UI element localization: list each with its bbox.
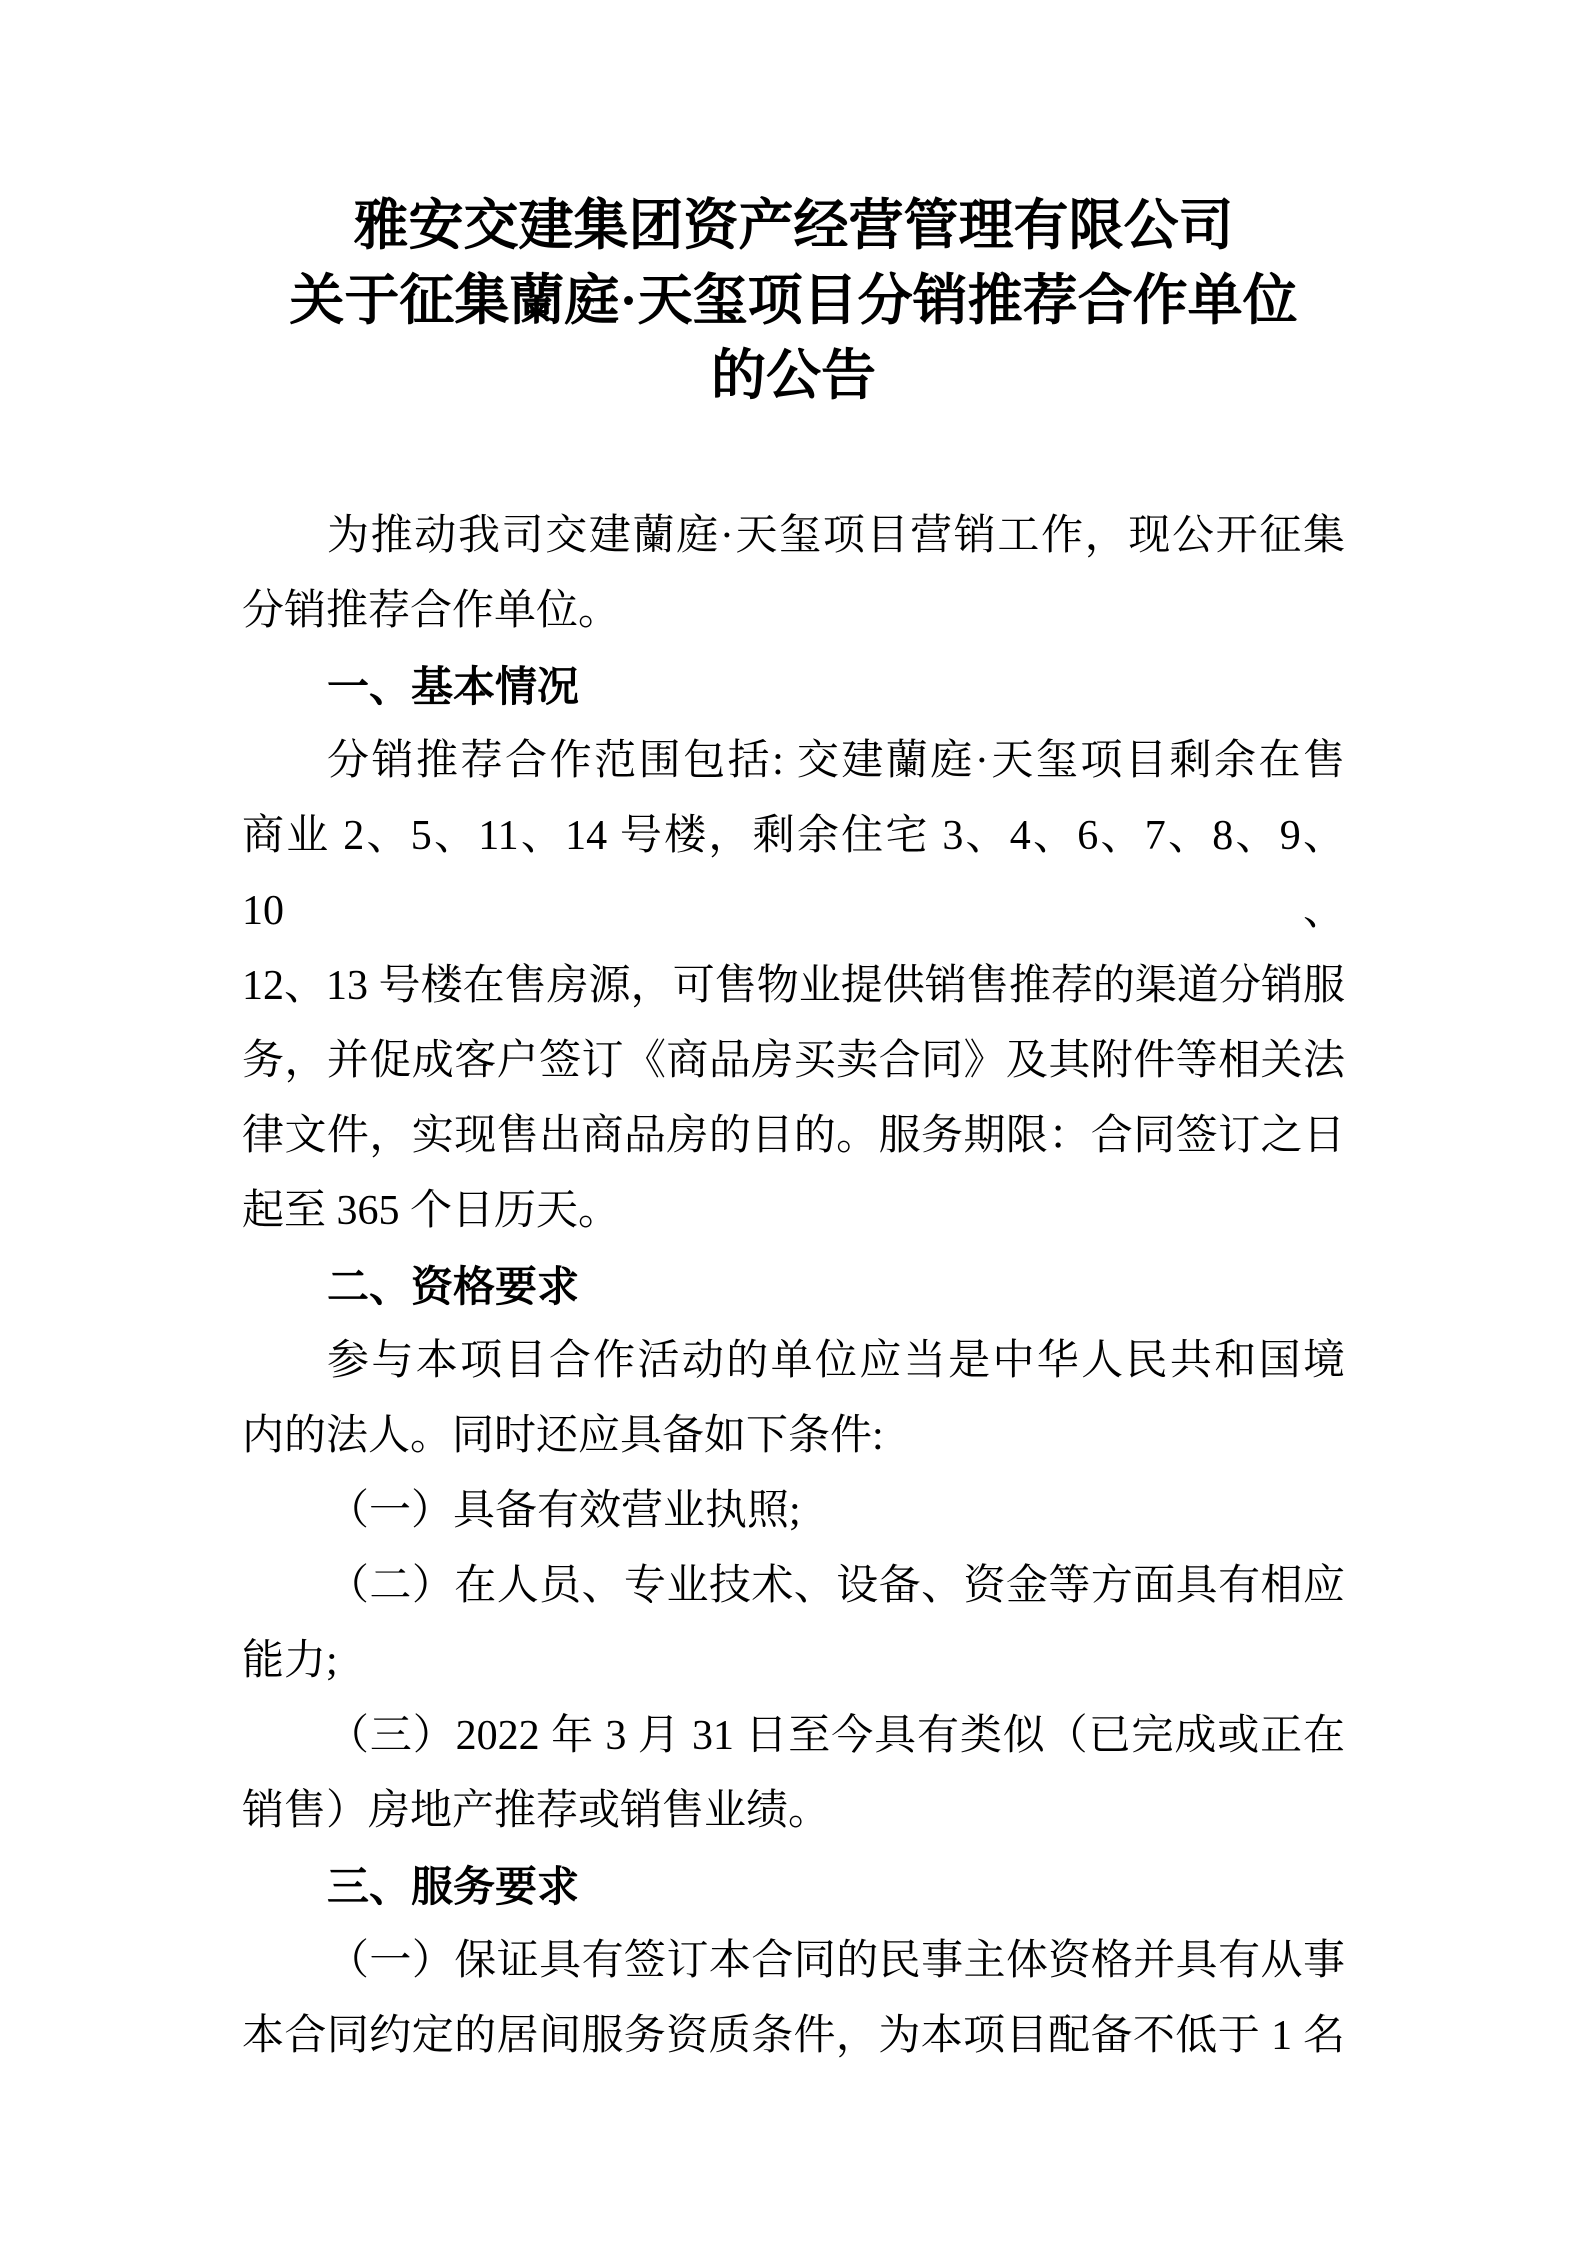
title-line-1: 雅安交建集团资产经营管理有限公司 <box>353 195 1234 256</box>
text-line: （一）保证具有签订本合同的民事主体资格并具有从事 <box>327 1938 1345 1984</box>
text-line: 为推动我司交建蘭庭·天玺项目营销工作，现公开征集 <box>327 513 1345 559</box>
title-line-3: 的公告 <box>710 345 876 406</box>
text-line: 起至 365 个日历天。 <box>242 1188 621 1234</box>
document-title <box>242 188 1345 413</box>
text-line: 分销推荐合作范围包括: 交建蘭庭·天玺项目剩余在售 <box>327 738 1345 784</box>
text-line: 内的法人。同时还应具备如下条件: <box>242 1413 884 1459</box>
section-heading-qualification: 二、资格要求 <box>327 1263 580 1310</box>
text-line: （二）在人员、专业技术、设备、资金等方面具有相应 <box>327 1563 1345 1609</box>
text-line: 12、13 号楼在售房源，可售物业提供销售推荐的渠道分销服 <box>242 963 1345 1009</box>
text-line: 能力; <box>242 1638 338 1684</box>
text-line: 参与本项目合作活动的单位应当是中华人民共和国境 <box>327 1338 1345 1384</box>
text-line: 销售）房地产推荐或销售业绩。 <box>242 1788 831 1834</box>
section-heading-service: 三、服务要求 <box>327 1863 580 1910</box>
text-line: （三）2022 年 3 月 31 日至今具有类似（已完成或正在 <box>327 1713 1345 1759</box>
text-line: 务，并促成客户签订《商品房买卖合同》及其附件等相关法 <box>242 1038 1345 1084</box>
text-line: 律文件，实现售出商品房的目的。服务期限：合同签订之日 <box>242 1113 1345 1159</box>
text-line: 分销推荐合作单位。 <box>242 588 621 634</box>
document-body <box>242 499 1345 2074</box>
section-heading-basic-info: 一、基本情况 <box>327 663 580 710</box>
title-line-2: 关于征集蘭庭·天玺项目分销推荐合作单位 <box>289 270 1298 331</box>
text-line: 商业 2、5、11、14 号楼，剩余住宅 3、4、6、7、8、9、10、 <box>242 813 1345 934</box>
text-line: 本合同约定的居间服务资质条件，为本项目配备不低于 1 名 <box>242 2013 1345 2059</box>
text-line: （一）具备有效营业执照; <box>327 1488 801 1534</box>
